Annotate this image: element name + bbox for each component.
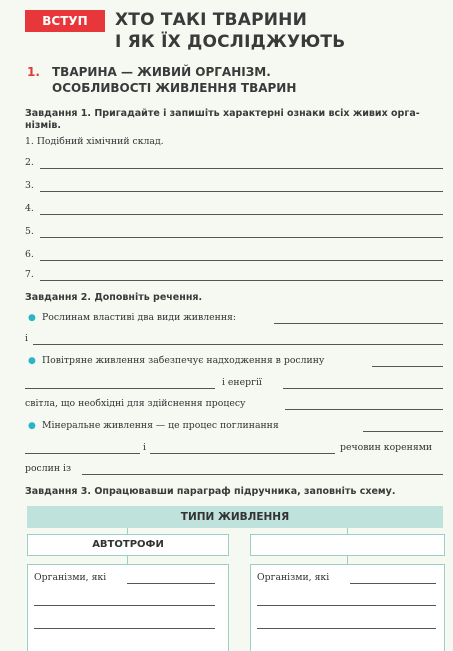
task2-s3-blank3[interactable]: [150, 453, 335, 454]
page-title-line1: ХТО ТАКІ ТВАРИНИ: [115, 10, 308, 30]
bullet-icon: ●: [28, 313, 36, 323]
task2-s3-blank2[interactable]: [25, 453, 140, 454]
task1-answer-line-5[interactable]: [40, 237, 443, 238]
task1-heading-line1: Завдання 1. Пригадайте і запишіть характерні ознаки всіх живих орга-: [25, 108, 420, 119]
scheme-right-blank3[interactable]: [257, 628, 436, 629]
section-title-line1: ТВАРИНА — ЖИВИЙ ОРГАНІЗМ.: [52, 65, 271, 79]
task2-s1-blank1[interactable]: [274, 323, 443, 324]
task2-s2-light: світла, що необхідні для здійснення процесу: [25, 398, 246, 409]
task2-s2-blank1[interactable]: [372, 366, 443, 367]
task1-answer-line-2[interactable]: [40, 168, 443, 169]
task2-s3-from: рослин із: [25, 463, 72, 474]
task2-sentence2: Повітряне живлення забезпечує надходження в рослину: [42, 355, 325, 366]
task1-item-5: 5.: [25, 226, 34, 237]
scheme-right-prompt: Організми, які: [257, 572, 330, 583]
scheme-box-right[interactable]: [250, 534, 445, 556]
bullet-icon: ●: [28, 421, 36, 431]
scheme-title: ТИПИ ЖИВЛЕННЯ: [27, 506, 443, 528]
task2-s2-blank2[interactable]: [25, 388, 215, 389]
section-number: 1.: [27, 65, 40, 79]
task2-s2-blank3[interactable]: [283, 388, 443, 389]
chapter-badge: ВСТУП: [25, 10, 105, 32]
task2-heading: Завдання 2. Доповніть речення.: [25, 292, 203, 303]
bullet-icon: ●: [28, 356, 36, 366]
task2-sentence1: Рослинам властиві два види живлення:: [42, 312, 237, 323]
task2-sentence3: Мінеральне живлення — це процес поглинання: [42, 420, 279, 431]
task2-s3-roots: речовин коренями: [340, 442, 433, 453]
task1-item-3: 3.: [25, 180, 34, 191]
task2-s1-blank2[interactable]: [33, 344, 443, 345]
page-title-line2: І ЯК ЇХ ДОСЛІДЖУЮТЬ: [115, 32, 346, 52]
scheme-right-blank1[interactable]: [350, 583, 436, 584]
scheme-connector-left-lower: [127, 555, 128, 564]
task2-s3-blank4[interactable]: [82, 474, 443, 475]
task1-item-4: 4.: [25, 203, 34, 214]
scheme-left-blank1[interactable]: [127, 583, 215, 584]
task2-s2-blank4[interactable]: [285, 409, 443, 410]
task1-answer-line-6[interactable]: [40, 260, 443, 261]
scheme-connector-right-lower: [347, 555, 348, 564]
scheme-left-blank2[interactable]: [34, 605, 215, 606]
task1-item-7: 7.: [25, 269, 34, 280]
scheme-left-blank3[interactable]: [34, 628, 215, 629]
task1-heading-line2: нізмів.: [25, 120, 61, 131]
task1-item-6: 6.: [25, 249, 34, 260]
task2-s1-and: і: [25, 333, 28, 344]
task1-answer-line-3[interactable]: [40, 191, 443, 192]
task1-answer-line-7[interactable]: [40, 280, 443, 281]
task2-s2-energy: і енергії: [222, 377, 262, 388]
task1-item-1: 1. Подібний хімічний склад.: [25, 136, 164, 147]
task1-item-2: 2.: [25, 157, 34, 168]
scheme-right-blank2[interactable]: [257, 605, 436, 606]
task2-s3-and: і: [143, 442, 146, 453]
task3-heading: Завдання 3. Опрацювавши параграф підручника, заповніть схему.: [25, 486, 396, 497]
scheme-left-prompt: Організми, які: [34, 572, 107, 583]
task2-s3-blank1[interactable]: [363, 431, 443, 432]
section-title-line2: ОСОБЛИВОСТІ ЖИВЛЕННЯ ТВАРИН: [52, 81, 297, 95]
scheme-box-autotrophs: АВТОТРОФИ: [27, 534, 229, 556]
task1-answer-line-4[interactable]: [40, 214, 443, 215]
